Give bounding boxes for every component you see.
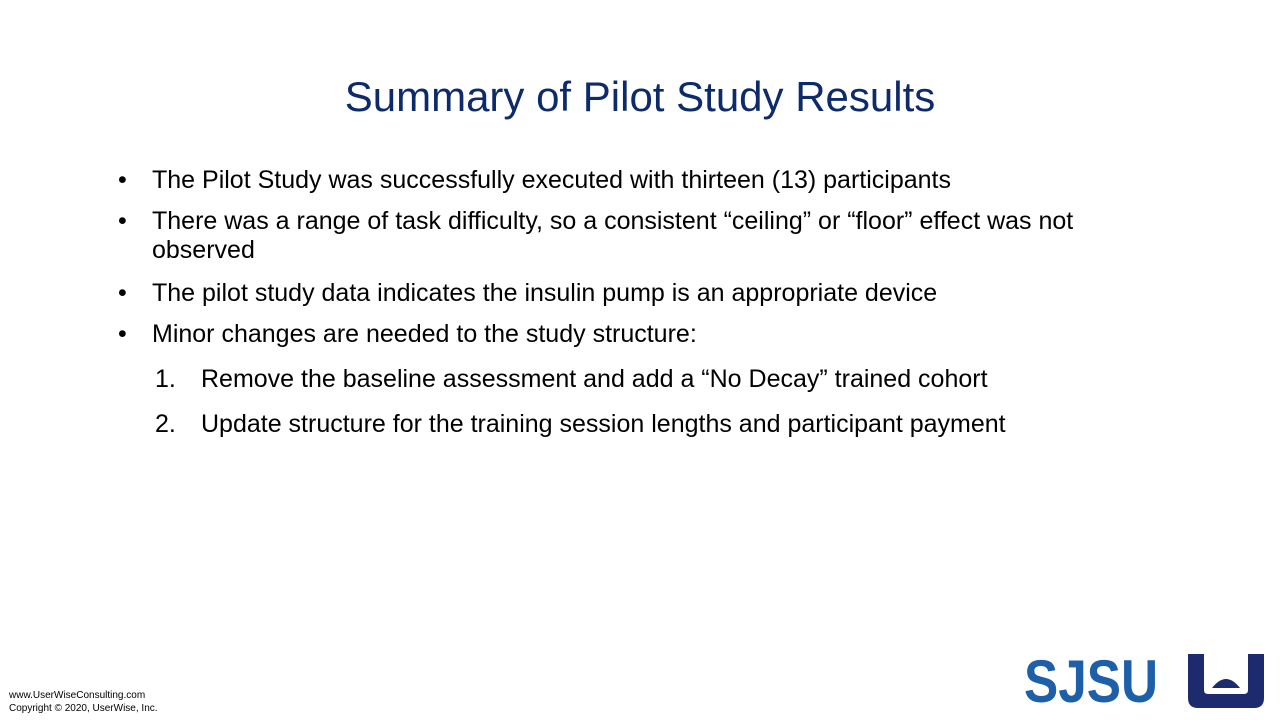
bullet-mark: • <box>118 166 127 194</box>
bullet-item <box>118 279 1178 308</box>
bullet-mark: • <box>118 207 127 235</box>
userwise-logo <box>1186 652 1266 710</box>
userwise-logo-inner <box>1212 679 1240 688</box>
numbered-item-text: Remove the baseline assessment and add a “No Decay” trained cohort <box>201 365 988 393</box>
footer-copyright: Copyright © 2020, UserWise, Inc. <box>9 703 158 714</box>
slide-title: Summary of Pilot Study Results <box>344 73 936 120</box>
bullet-text: The Pilot Study was successfully executed with thirteen (13) participants <box>152 166 951 194</box>
footer <box>9 689 158 715</box>
sjsu-logo-text: SJSU <box>1024 648 1158 715</box>
footer-website: www.UserWiseConsulting.com <box>9 690 146 701</box>
numbered-item <box>155 365 1155 394</box>
item-number: 2. <box>155 410 176 438</box>
numbered-item-text: Update structure for the training session lengths and participant payment <box>201 410 1006 438</box>
bullet-item <box>118 207 1178 265</box>
bullet-text: There was a range of task difficulty, so a consistent “ceiling” or “floor” effect was not observed <box>152 207 1074 264</box>
bullet-mark: • <box>118 320 127 348</box>
sjsu-logo <box>1022 648 1162 715</box>
bullet-item <box>118 320 1178 349</box>
item-number: 1. <box>155 365 176 393</box>
bullet-text: The pilot study data indicates the insulin pump is an appropriate device <box>152 279 938 307</box>
numbered-item <box>155 410 1155 439</box>
bullet-text: Minor changes are needed to the study structure: <box>152 320 697 348</box>
bullet-mark: • <box>118 279 127 307</box>
bullet-item <box>118 166 1178 195</box>
